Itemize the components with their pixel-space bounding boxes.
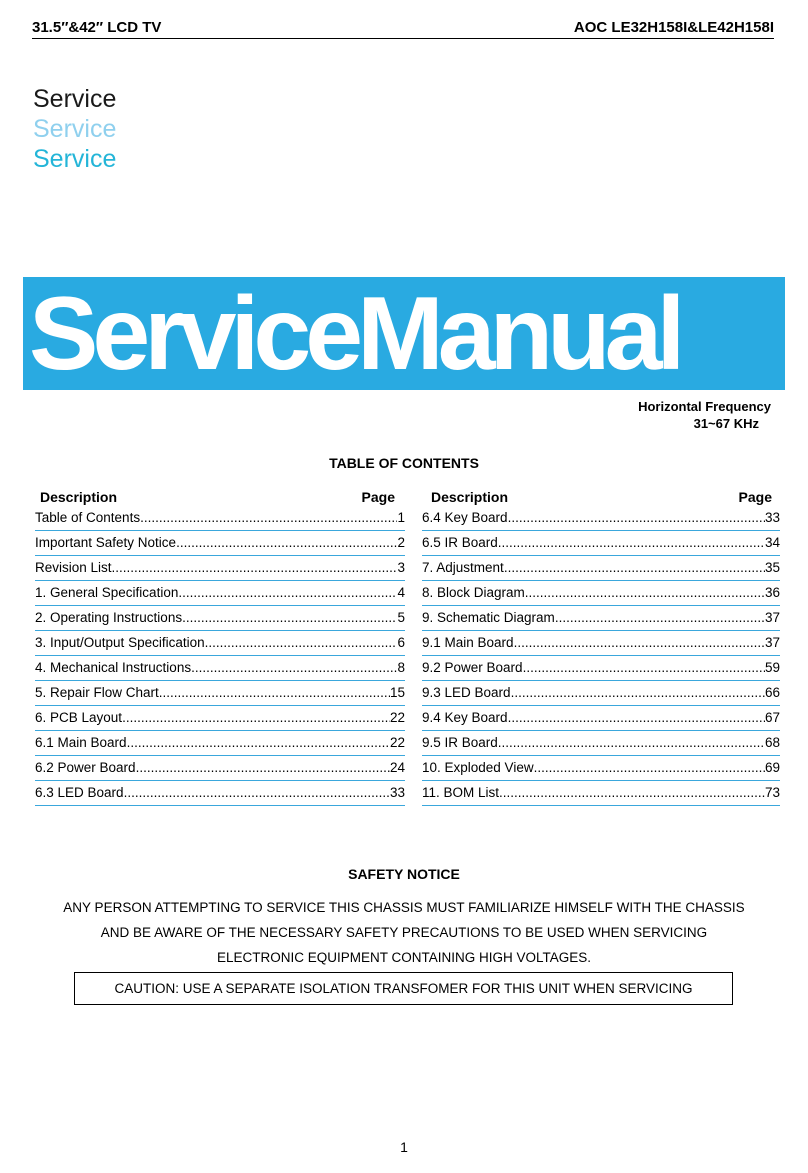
toc-entry-page: 15 <box>389 685 405 700</box>
toc-entry-page: 24 <box>389 760 405 775</box>
toc-entry-page: 5 <box>397 610 405 625</box>
toc-entry-title: 9.2 Power Board <box>422 660 523 675</box>
toc-leader-dots <box>511 684 765 705</box>
toc-entry-title: 9.3 LED Board <box>422 685 511 700</box>
toc-leader-dots <box>498 534 765 555</box>
toc-entry[interactable] <box>35 731 405 756</box>
toc-leader-dots <box>176 534 397 555</box>
toc-leader-dots <box>504 559 765 580</box>
toc-entry-title: 5. Repair Flow Chart <box>35 685 159 700</box>
toc-description-heading: Description <box>40 489 118 505</box>
toc-entry[interactable] <box>422 706 780 731</box>
toc-entry[interactable] <box>35 556 405 581</box>
toc-left-header <box>35 488 405 506</box>
toc-description-heading: Description <box>431 489 509 505</box>
toc-entry-title: 9.4 Key Board <box>422 710 508 725</box>
toc-leader-dots <box>191 659 397 680</box>
toc-entry[interactable] <box>422 731 780 756</box>
service-word-black: Service <box>33 85 117 113</box>
toc-entry[interactable] <box>35 506 405 531</box>
toc-page-heading: Page <box>738 489 772 505</box>
toc-leader-dots <box>159 684 390 705</box>
toc-entry-title: Table of Contents <box>35 510 141 525</box>
toc-entry-page: 22 <box>389 735 405 750</box>
toc-leader-dots <box>112 559 398 580</box>
header-model-name: AOC LE32H158I&LE42H158I <box>573 19 774 36</box>
header-model-size: 31.5″&42″ LCD TV <box>32 19 162 36</box>
toc-entry-page: 6 <box>397 635 405 650</box>
toc-leader-dots <box>508 509 765 530</box>
toc-entry-page: 73 <box>764 785 780 800</box>
toc-entry-page: 22 <box>389 710 405 725</box>
toc-entry-page: 1 <box>397 510 405 525</box>
toc-entry-title: 9.1 Main Board <box>422 635 514 650</box>
toc-entry-title: 3. Input/Output Specification <box>35 635 205 650</box>
toc-entry-page: 59 <box>764 660 780 675</box>
toc-entry[interactable] <box>35 631 405 656</box>
toc-entry[interactable] <box>35 681 405 706</box>
toc-entry-title: 10. Exploded View <box>422 760 534 775</box>
toc-leader-dots <box>525 584 765 605</box>
service-word-light-blue: Service <box>33 115 117 143</box>
toc-entry[interactable] <box>422 581 780 606</box>
toc-entry[interactable] <box>422 606 780 631</box>
toc-entry-title: 7. Adjustment <box>422 560 504 575</box>
toc-entry-title: 8. Block Diagram <box>422 585 525 600</box>
toc-leader-dots <box>178 584 397 605</box>
toc-entry-title: 6.3 LED Board <box>35 785 124 800</box>
page-number: 1 <box>400 1139 408 1155</box>
toc-entry[interactable] <box>422 781 780 806</box>
toc-entry[interactable] <box>422 756 780 781</box>
toc-leader-dots <box>182 609 397 630</box>
toc-entry-title: Important Safety Notice <box>35 535 177 550</box>
toc-entry-page: 34 <box>764 535 780 550</box>
safety-notice-title: SAFETY NOTICE <box>348 866 460 882</box>
toc-entry-page: 69 <box>764 760 780 775</box>
toc-entry-title: 6.1 Main Board <box>35 735 127 750</box>
toc-leader-dots <box>534 759 765 780</box>
toc-entry[interactable] <box>422 531 780 556</box>
toc-entry[interactable] <box>422 556 780 581</box>
toc-entry-page: 33 <box>764 510 780 525</box>
toc-entry[interactable] <box>422 656 780 681</box>
toc-entry-title: 6.2 Power Board <box>35 760 136 775</box>
toc-entry[interactable] <box>35 581 405 606</box>
toc-entry[interactable] <box>35 781 405 806</box>
toc-entry-page: 36 <box>764 585 780 600</box>
service-word-cyan: Service <box>33 145 117 173</box>
toc-entry[interactable] <box>35 756 405 781</box>
toc-entry-page: 37 <box>764 635 780 650</box>
toc-entry-title: 6.4 Key Board <box>422 510 508 525</box>
toc-title: TABLE OF CONTENTS <box>329 455 479 471</box>
toc-entry-title: 2. Operating Instructions <box>35 610 183 625</box>
toc-entry-title: Revision List <box>35 560 112 575</box>
toc-entry[interactable] <box>422 506 780 531</box>
toc-page-heading: Page <box>361 489 395 505</box>
toc-leader-dots <box>127 734 390 755</box>
safety-notice-line: ELECTRONIC EQUIPMENT CONTAINING HIGH VOLTAGES. <box>216 950 592 965</box>
safety-notice-line: ANY PERSON ATTEMPTING TO SERVICE THIS CHASSIS MUST FAMILIARIZE HIMSELF WITH THE CHASSIS <box>63 900 745 915</box>
toc-entry-title: 9.5 IR Board <box>422 735 498 750</box>
page-header <box>32 16 774 39</box>
toc-leader-dots <box>499 784 765 805</box>
toc-left-column <box>35 488 405 806</box>
toc-entry-page: 4 <box>397 585 405 600</box>
toc-entry-title: 4. Mechanical Instructions <box>35 660 192 675</box>
toc-entry-title: 11. BOM List <box>422 785 500 800</box>
toc-entry[interactable] <box>422 631 780 656</box>
toc-entry-title: 6.5 IR Board <box>422 535 498 550</box>
toc-entry-page: 67 <box>764 710 780 725</box>
toc-leader-dots <box>514 634 765 655</box>
horizontal-frequency-label: Horizontal Frequency <box>638 399 771 414</box>
toc-entry[interactable] <box>35 706 405 731</box>
toc-entry[interactable] <box>422 681 780 706</box>
safety-notice-line: AND BE AWARE OF THE NECESSARY SAFETY PRECAUTIONS TO BE USED WHEN SERVICING <box>100 925 708 940</box>
toc-leader-dots <box>498 734 765 755</box>
toc-leader-dots <box>523 659 765 680</box>
toc-leader-dots <box>508 709 765 730</box>
toc-entry-title: 6. PCB Layout <box>35 710 123 725</box>
toc-entry-page: 37 <box>764 610 780 625</box>
toc-right-header <box>422 488 780 506</box>
toc-entry-page: 8 <box>397 660 405 675</box>
toc-entry[interactable] <box>35 606 405 631</box>
toc-leader-dots <box>136 759 390 780</box>
toc-leader-dots <box>124 784 390 805</box>
toc-entry[interactable] <box>35 531 405 556</box>
toc-leader-dots <box>122 709 390 730</box>
toc-entry-page: 2 <box>397 535 405 550</box>
service-manual-banner <box>23 277 785 390</box>
toc-leader-dots <box>555 609 765 630</box>
toc-entry-title: 9. Schematic Diagram <box>422 610 555 625</box>
toc-entry-page: 68 <box>764 735 780 750</box>
toc-entry-page: 35 <box>764 560 780 575</box>
toc-entry-page: 33 <box>389 785 405 800</box>
toc-entry[interactable] <box>35 656 405 681</box>
toc-entry-title: 1. General Specification <box>35 585 179 600</box>
toc-right-column <box>422 488 780 806</box>
toc-leader-dots <box>205 634 398 655</box>
toc-entry-page: 66 <box>764 685 780 700</box>
caution-box: CAUTION: USE A SEPARATE ISOLATION TRANSFOMER FOR THIS UNIT WHEN SERVICING <box>74 972 733 1005</box>
toc-leader-dots <box>140 509 397 530</box>
toc-entry-page: 3 <box>397 560 405 575</box>
horizontal-frequency-value: 31~67 KHz <box>693 416 759 431</box>
banner-title: ServiceManual <box>29 277 680 390</box>
